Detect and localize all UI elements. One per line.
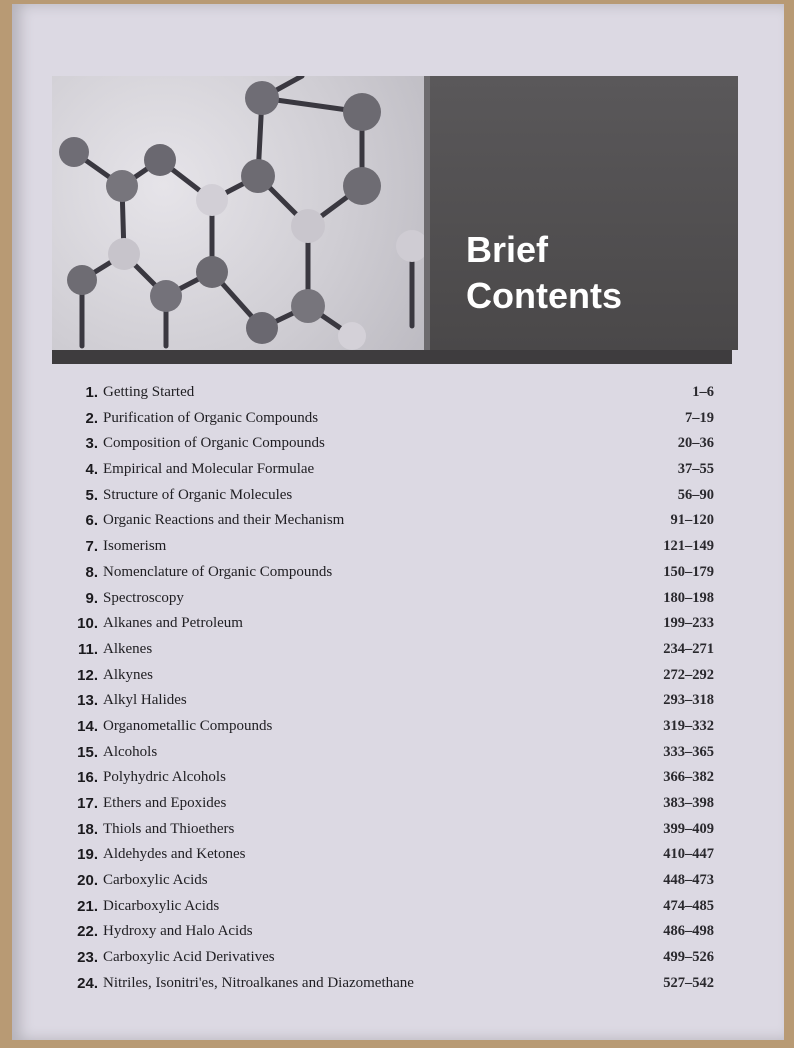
chapter-title: Alkenes: [103, 640, 153, 657]
chapter-number: 24.: [77, 974, 98, 992]
chapter-pages: 499–526: [663, 949, 714, 966]
chapter-title: Aldehydes and Ketones: [103, 846, 246, 863]
chapter-number: 3.: [85, 435, 98, 453]
chapter-title: Alkanes and Petroleum: [103, 615, 243, 632]
chapter-number: 22.: [77, 923, 98, 941]
chapter-title: Alkyl Halides: [103, 692, 187, 709]
chapter-pages: 474–485: [663, 897, 714, 914]
chapter-pages: 7–19: [685, 409, 714, 426]
chapter-number: 1.: [85, 384, 98, 401]
chapter-pages: 319–332: [663, 717, 714, 734]
chapter-pages: 37–55: [677, 461, 714, 478]
toc-row: [52, 971, 732, 997]
toc-row: [52, 483, 732, 509]
chapter-number: 20.: [77, 872, 98, 890]
chapter-title: Thiols and Thioethers: [103, 820, 235, 837]
chapter-title: Nitriles, Isonitri'es, Nitroalkanes and Diazomethane: [103, 974, 414, 991]
header-divider: [52, 350, 732, 364]
title-panel: [424, 76, 738, 350]
chapter-number: 9.: [85, 589, 98, 607]
table-of-contents: [52, 380, 732, 997]
chapter-number: 8.: [85, 563, 98, 581]
chapter-pages: 399–409: [663, 820, 714, 837]
chapter-title: Alkynes: [103, 666, 153, 683]
chapter-pages: 448–473: [663, 872, 714, 889]
chapter-title: Structure of Organic Molecules: [103, 486, 293, 503]
toc-row: [52, 380, 732, 406]
chapter-title: Nomenclature of Organic Compounds: [103, 563, 333, 580]
toc-row: [52, 894, 732, 920]
toc-row: [52, 534, 732, 560]
toc-row: [52, 431, 732, 457]
chapter-title: Organometallic Compounds: [103, 717, 273, 734]
chapter-pages: 56–90: [677, 486, 714, 503]
toc-row: [52, 611, 732, 637]
chapter-title: Carboxylic Acids: [103, 872, 208, 889]
chapter-title: Composition of Organic Compounds: [103, 435, 325, 452]
chapter-number: 17.: [77, 795, 98, 812]
chapter-pages: 91–120: [670, 512, 714, 529]
chapter-title: Polyhydric Alcohols: [103, 769, 226, 786]
toc-row: [52, 406, 732, 432]
chapter-pages: 180–198: [663, 589, 714, 606]
toc-row: [52, 842, 732, 868]
chapter-number: 11.: [77, 640, 98, 658]
chapter-pages: 199–233: [663, 615, 714, 632]
chapter-pages: 293–318: [663, 692, 714, 709]
toc-row: [52, 688, 732, 714]
chapter-pages: 272–292: [663, 666, 714, 683]
chapter-number: 13.: [77, 692, 98, 710]
chapter-number: 2.: [85, 409, 98, 427]
page-title-line2: Contents: [466, 275, 622, 316]
chapter-pages: 150–179: [663, 563, 714, 580]
chapter-number: 15.: [77, 743, 98, 761]
chapter-number: 4.: [85, 461, 98, 479]
chapter-pages: 333–365: [663, 743, 714, 760]
chapter-number: 23.: [77, 949, 98, 967]
chapter-number: 18.: [77, 820, 98, 838]
toc-row: [52, 663, 732, 689]
toc-row: [52, 560, 732, 586]
chapter-title: Hydroxy and Halo Acids: [103, 923, 253, 940]
chapter-title: Organic Reactions and their Mechanism: [103, 512, 345, 529]
chapter-pages: 20–36: [677, 435, 714, 452]
chapter-pages: 410–447: [663, 846, 714, 863]
page-title-line1: Brief: [466, 229, 549, 270]
chapter-pages: 527–542: [663, 974, 714, 991]
chapter-number: 12.: [77, 666, 98, 684]
chapter-pages: 486–498: [663, 923, 714, 940]
toc-row: [52, 714, 732, 740]
chapter-number: 7.: [85, 538, 98, 556]
chapter-number: 14.: [77, 717, 98, 735]
chapter-title: Carboxylic Acid Derivatives: [103, 949, 275, 966]
chapter-title: Spectroscopy: [103, 589, 184, 606]
chapter-pages: 1–6: [692, 384, 714, 400]
chapter-title: Isomerism: [103, 538, 167, 555]
chapter-title: Purification of Organic Compounds: [103, 409, 319, 426]
toc-row: [52, 637, 732, 663]
chapter-pages: 121–149: [663, 538, 714, 555]
toc-row: [52, 765, 732, 791]
toc-row: [52, 457, 732, 483]
chapter-number: 5.: [85, 486, 98, 504]
chapter-pages: 234–271: [663, 640, 714, 657]
chapter-title: Getting Started: [103, 384, 195, 400]
chapter-pages: 366–382: [663, 769, 714, 786]
toc-row: [52, 945, 732, 971]
chapter-title: Dicarboxylic Acids: [103, 897, 220, 914]
toc-row: [52, 919, 732, 945]
toc-row: [52, 817, 732, 843]
chapter-number: 21.: [77, 897, 98, 915]
toc-row: [52, 791, 732, 817]
chapter-title: Alcohols: [103, 743, 158, 760]
chapter-pages: 383–398: [663, 795, 714, 811]
chapter-title: Ethers and Epoxides: [103, 795, 227, 811]
chapter-number: 10.: [77, 615, 98, 633]
toc-row: [52, 740, 732, 766]
toc-row: [52, 868, 732, 894]
toc-row: [52, 586, 732, 612]
chapter-number: 6.: [85, 512, 98, 530]
chapter-number: 19.: [77, 846, 98, 864]
chapter-title: Empirical and Molecular Formulae: [103, 461, 315, 478]
chapter-number: 16.: [77, 769, 98, 787]
book-page: [12, 4, 784, 1040]
toc-row: [52, 508, 732, 534]
molecule-illustration: [52, 76, 424, 350]
molecule-icon: [52, 76, 424, 350]
header-banner: [52, 76, 732, 366]
